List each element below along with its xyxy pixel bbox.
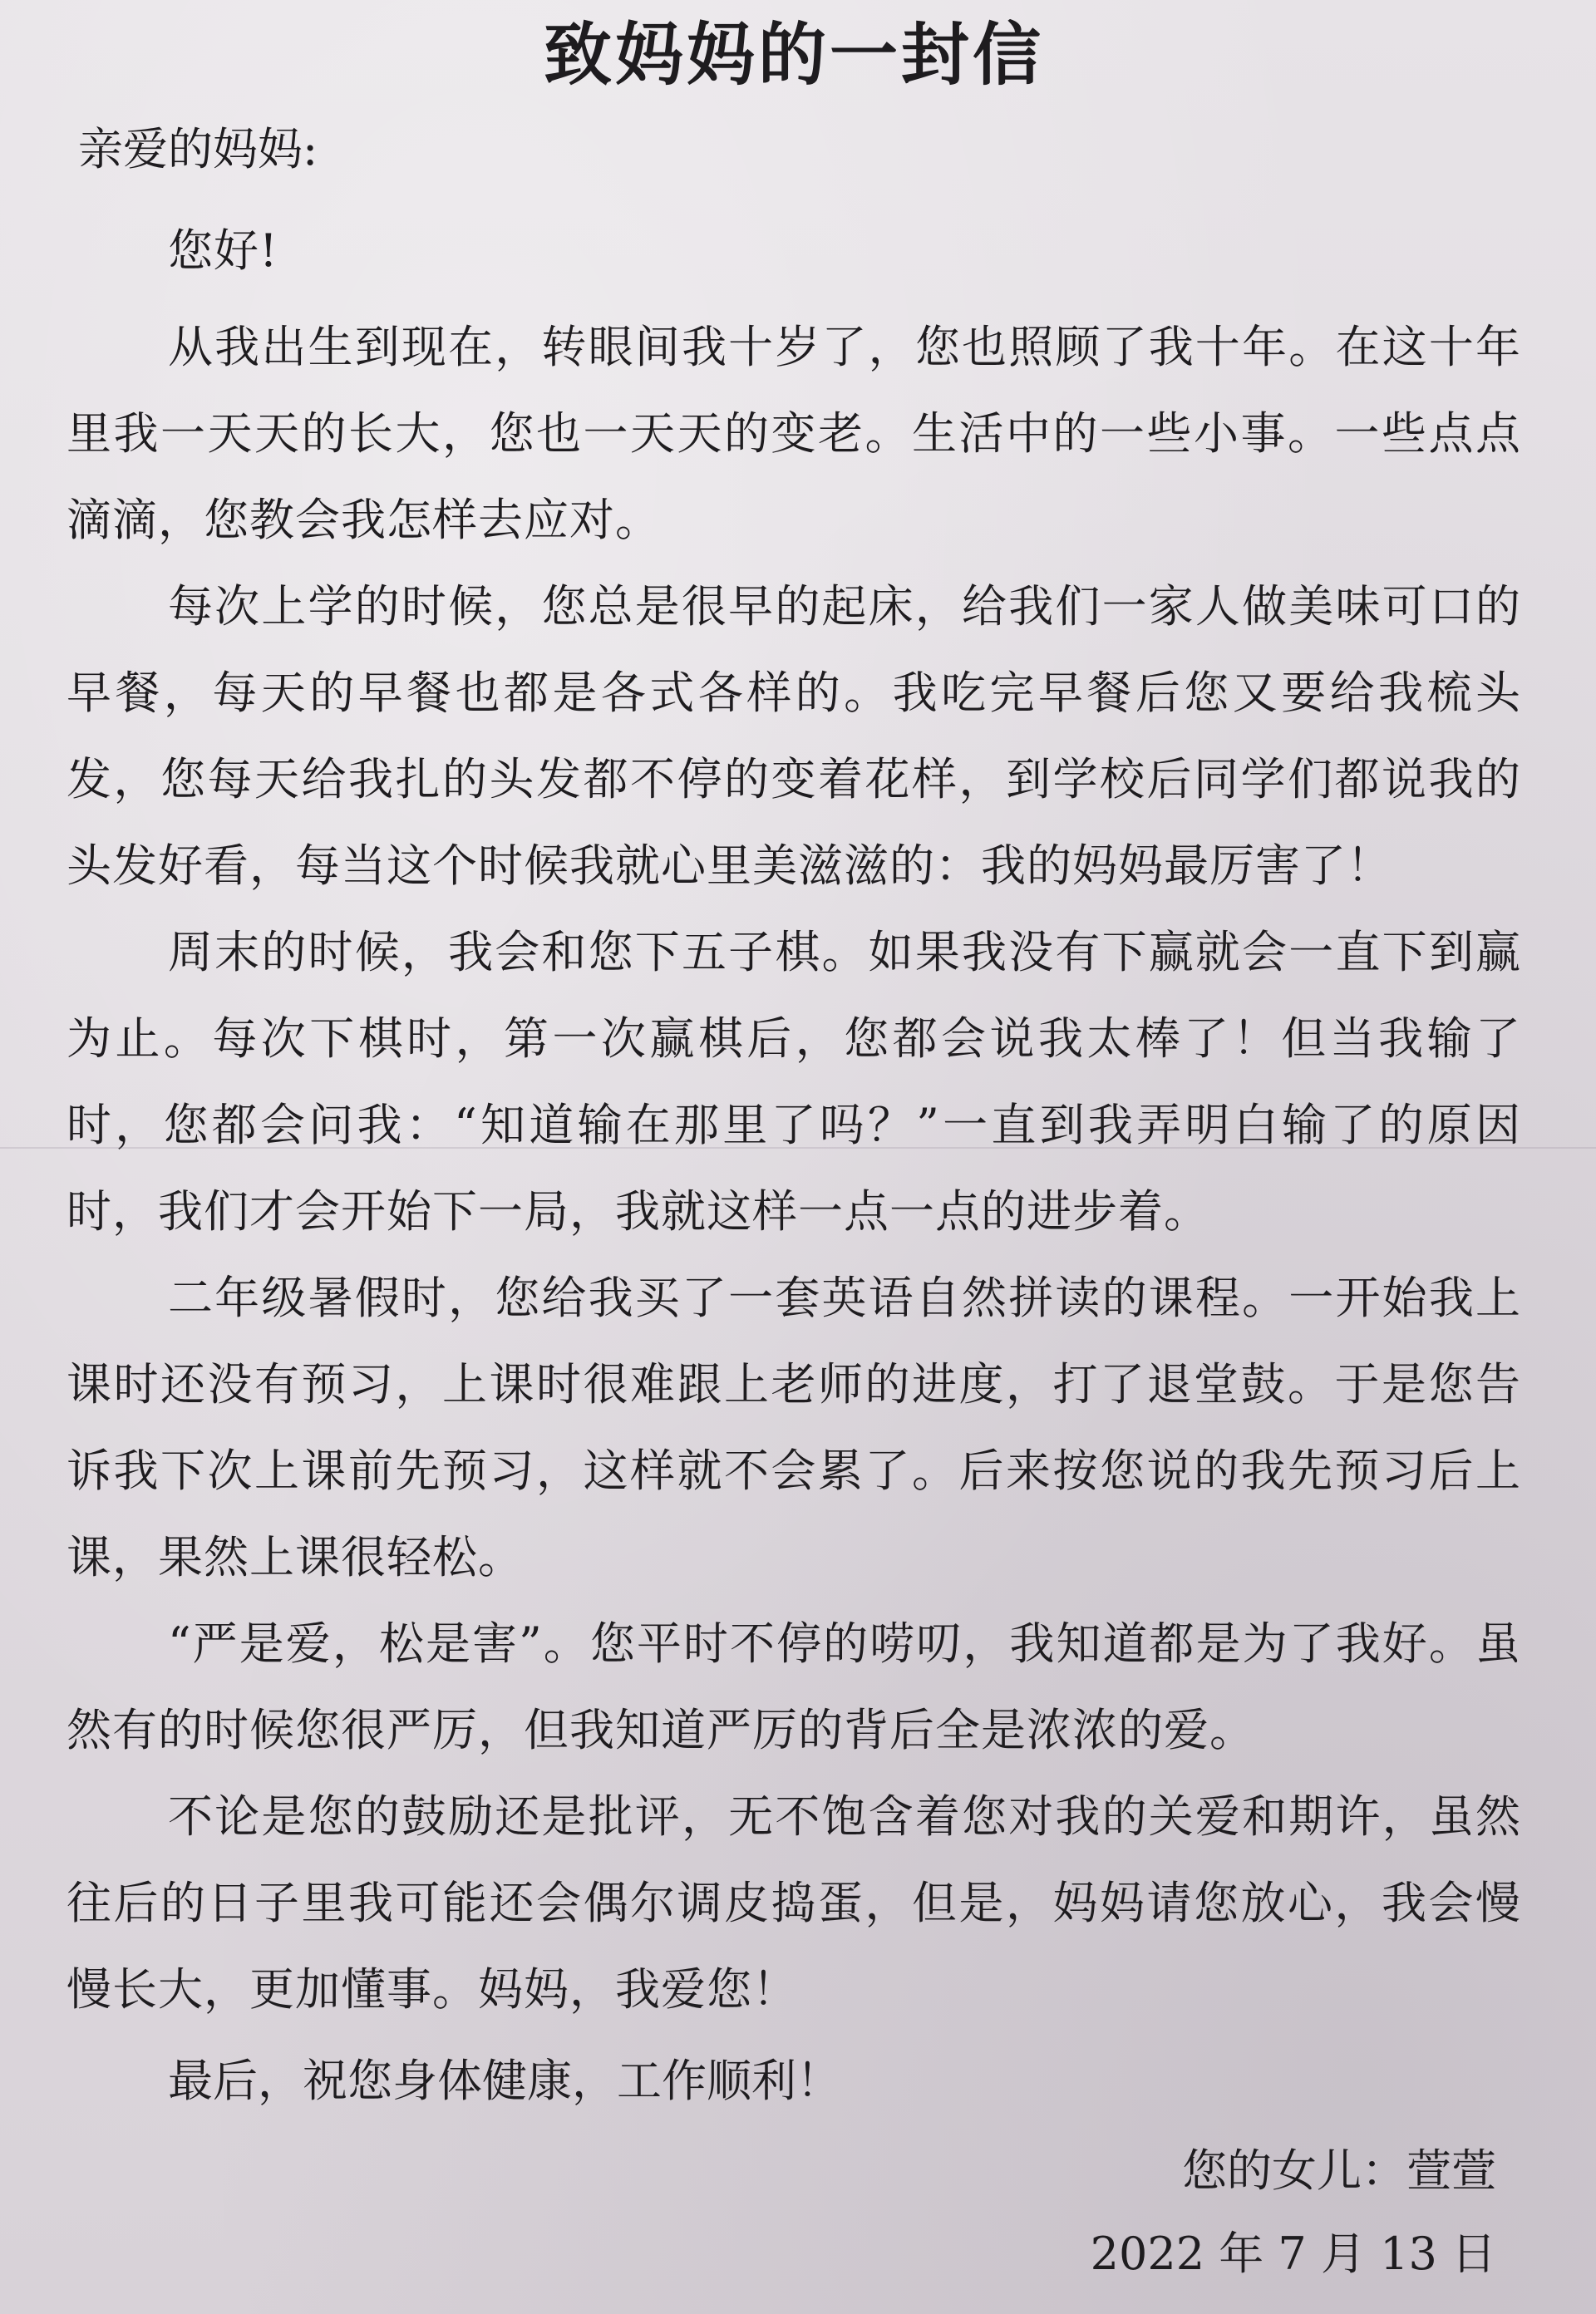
letter-salutation: 亲爱的妈妈: [78,123,318,175]
letter-paragraph-1: 从我出生到现在，转眼间我十岁了，您也照顾了我十年。在这十年里我一天天的长大，您也一天天的变老。生活中的一些小事。一些点点滴滴，您教会我怎样去应对。 [66,321,1521,546]
letter-paragraph-6: 不论是您的鼓励还是批评，无不饱含着您对我的关爱和期许，虽然往后的日子里我可能还会偶尔调皮捣蛋，但是，妈妈请您放心，我会慢慢长大，更加懂事。妈妈，我爱您！ [66,1790,1521,2016]
letter-date: 2022 年 7 月 13 日 [1090,2228,1496,2280]
letter-paragraph-3: 周末的时候，我会和您下五子棋。如果我没有下赢就会一直下到赢为止。每次下棋时，第一次赢棋后，您都会说我太棒了！但当我输了时，您都会问我：“知道输在那里了吗？”一直到我弄明白输了的原因时，我们才会开始下一局，我就这样一点一点的进步着。 [66,926,1521,1238]
letter-greeting: 您好! [168,224,278,277]
letter-signature: 您的女儿：萱萱 [1182,2144,1496,2197]
letter-paragraph-2: 每次上学的时候，您总是很早的起床，给我们一家人做美味可口的早餐，每天的早餐也都是各式各样的。我吃完早餐后您又要给我梳头发，您每天给我扎的头发都不停的变着花样，到学校后同学们都说我的头发好看，每当这个时候我就心里美滋滋的：我的妈妈最厉害了！ [66,580,1521,892]
letter-closing: 最后，祝您身体健康，工作顺利！ [168,2055,841,2107]
letter-paragraph-4: 二年级暑假时，您给我买了一套英语自然拼读的课程。一开始我上课时还没有预习，上课时很难跟上老师的进度，打了退堂鼓。于是您告诉我下次上课前先预习，这样就不会累了。后来按您说的我先预习后上课，果然上课很轻松。 [66,1272,1521,1583]
letter-title: 致妈妈的一封信 [543,16,1044,95]
paper-fold-line [0,1147,1596,1149]
letter-paragraph-5: “严是爱，松是害”。您平时不停的唠叨，我知道都是为了我好。虽然有的时候您很严厉，但我知道严厉的背后全是浓浓的爱。 [66,1617,1521,1756]
